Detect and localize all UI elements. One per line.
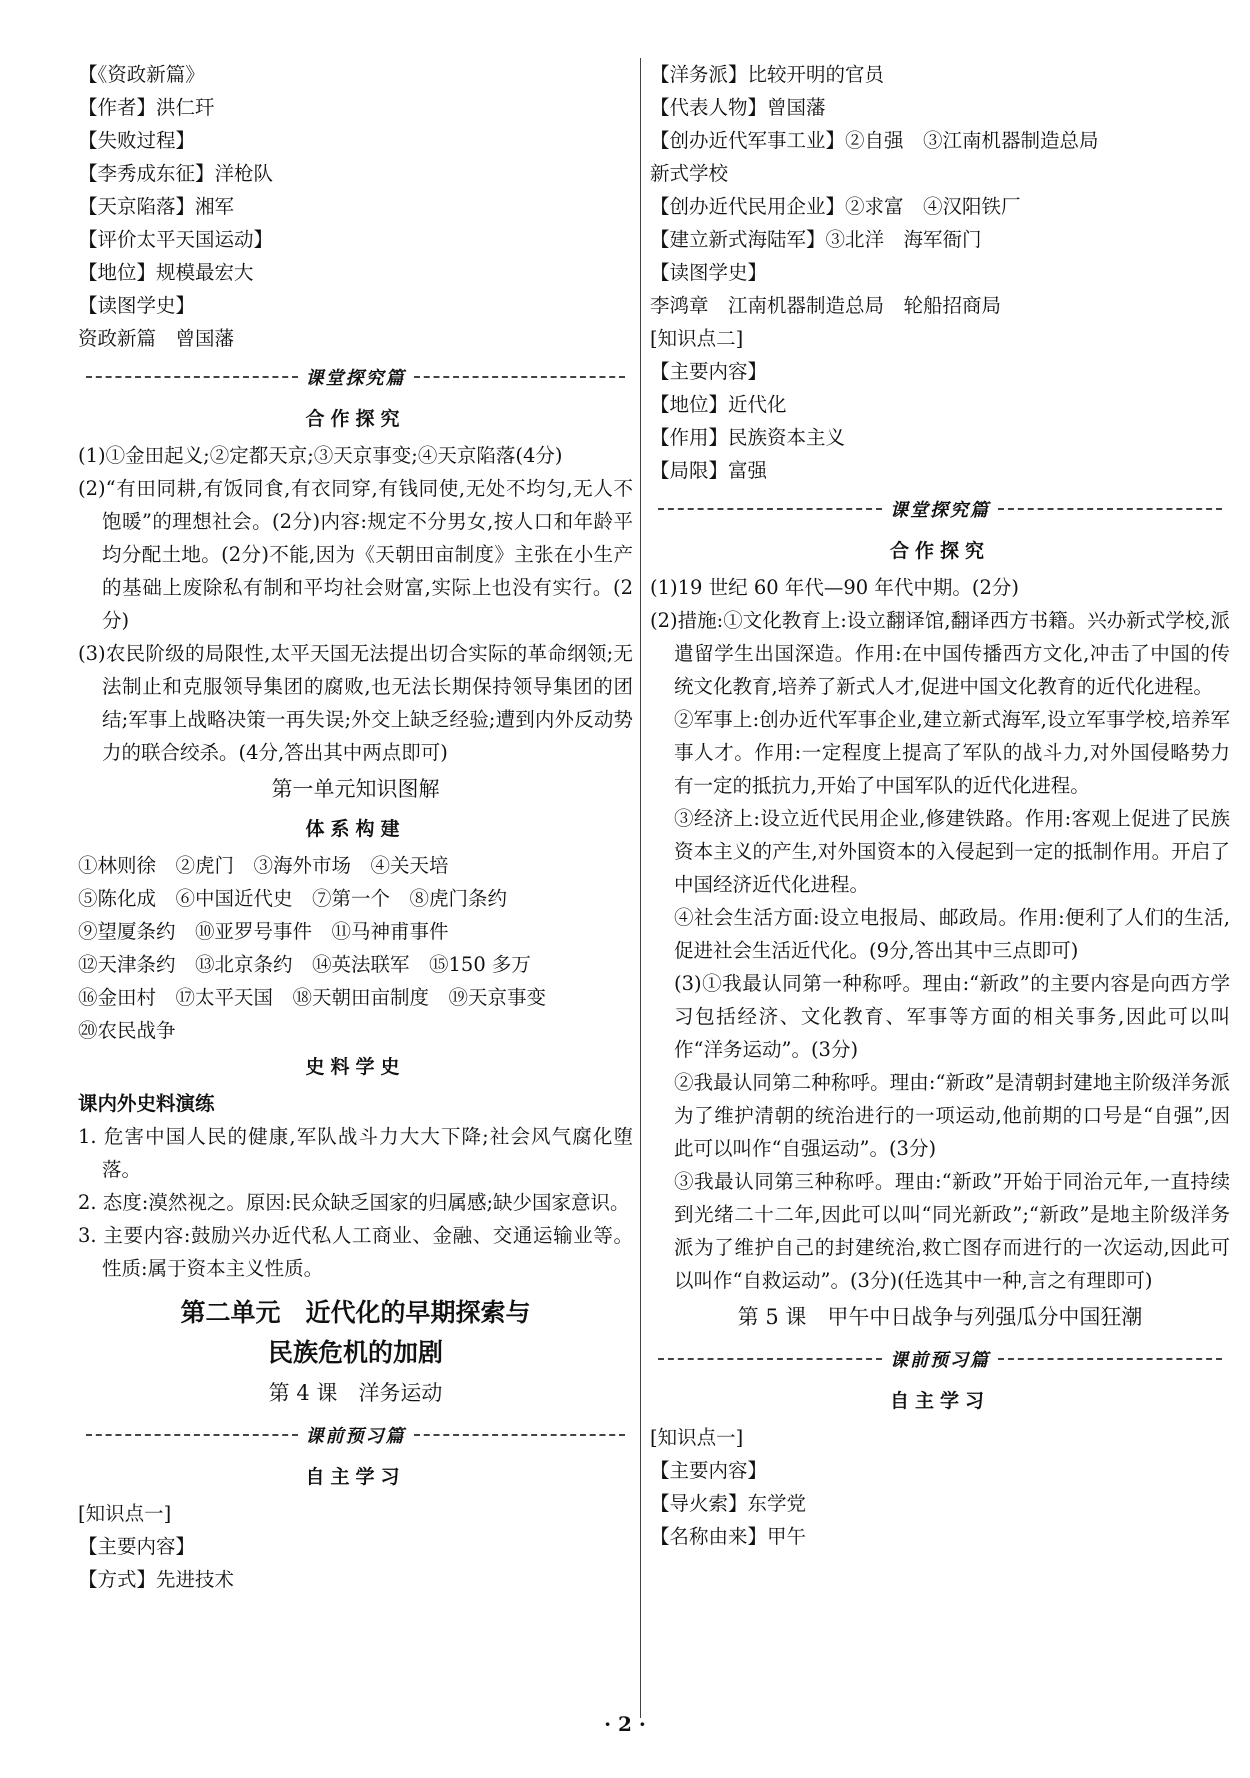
text-line: 【评价太平天国运动】 [78,228,274,251]
sub-heading: 体系构建 [305,818,406,840]
section-header-preview [78,1417,633,1453]
column-divider [640,58,641,1718]
section-header-classroom [78,359,633,395]
answer-paragraph: ③经济上:设立近代民用企业,修建铁路。作用:客观上促进了民族资本主义的产生,对外国资本的入侵起到一定的抵制作用。开启了中国经济近代化进程。 [674,807,1230,896]
section-header-classroom [650,491,1230,527]
dashed-rule [998,1358,1222,1360]
text-line: 【主要内容】 [650,360,768,383]
list-item: ⑯金田村 ⑰太平天国 ⑱天朝田亩制度 ⑲天京事变 [78,986,547,1009]
text-line: 【主要内容】 [78,1535,196,1558]
text-line: 【创办近代军事工业】②自强 ③江南机器制造总局 [650,129,1099,152]
right-top-lines [650,58,1230,487]
system-list [78,849,633,1047]
text-line: 【天京陷落】湘军 [78,195,235,218]
lesson-title: 第 5 课 甲午中日战争与列强瓜分中国狂潮 [737,1305,1143,1329]
section-label: 课前预习篇 [305,1426,406,1447]
answer-paragraph: (1)19 世纪 60 年代—90 年代中期。(2分) [650,576,1019,599]
list-item: ⑨望厦条约 ⑩亚罗号事件 ⑪马神甫事件 [78,920,449,943]
text-line: 【创办近代民用企业】②求富 ④汉阳铁厂 [650,195,1021,218]
text-line: 【读图学史】 [78,294,196,317]
list-item: ⑫天津条约 ⑬北京条约 ⑭英法联军 ⑮150 多万 [78,953,531,976]
text-line: 【作者】洪仁玕 [78,96,215,119]
unit-title-line-1: 第二单元 近代化的早期探索与 [180,1298,531,1327]
text-line: 【《资政新篇》 [78,63,205,86]
answer-paragraph: (2)“有田同耕,有饭同食,有衣同穿,有钱同使,无处不均匀,无人不饱暖”的理想社会。(2分)内容:规定不分男女,按人口和年龄平均分配土地。(2分)不能,因为《天朝田亩制度》主张在小生产的基础上废除私有制和平均社会财富,实际上也没有实行。(2分) [78,477,633,632]
text-line: 【地位】近代化 [650,393,787,416]
answer-paragraph: (2)措施:①文化教育上:设立翻译馆,翻译西方书籍。兴办新式学校,派遣留学生出国深造。作用:在中国传播西方文化,冲击了中国的传统文化教育,培养了新式人才,促进中国文化教育的近代化进程。 [650,609,1230,698]
dashed-rule [658,1358,882,1360]
text-line: 【主要内容】 [650,1459,768,1482]
sub-heading: 自主学习 [305,1466,406,1488]
right-column [650,58,1230,1553]
text-line: 【名称由来】甲午 [650,1525,807,1548]
sub-heading: 合作探究 [889,540,990,562]
page-number: · 2 · [604,1712,646,1736]
text-line: 【地位】规模最宏大 [78,261,254,284]
list-item: ①林则徐 ②虎门 ③海外市场 ④关天培 [78,854,449,877]
section-label: 课堂探究篇 [890,500,990,521]
answer-paragraph: 1. 危害中国人民的健康,军队战斗力大大下降;社会风气腐化堕落。 [78,1125,633,1181]
unit-title-line-2: 民族危机的加剧 [267,1338,443,1367]
text-line: 【代表人物】曾国藩 [650,96,826,119]
answer-paragraph: ②军事上:创办近代军事企业,建立新式海军,设立军事学校,培养军事人才。作用:一定程度上提高了军队的战斗力,对外国侵略势力有一定的抵抗力,开始了中国军队的近代化进程。 [674,708,1230,797]
section-header-preview [650,1341,1230,1377]
text-line: 【李秀成东征】洋枪队 [78,162,274,185]
text-line: 资政新篇 曾国藩 [78,327,235,350]
section-label: 课前预习篇 [890,1350,990,1371]
left-top-lines [78,58,633,355]
dashed-rule [658,508,882,510]
dashed-rule [998,508,1222,510]
left-column [78,58,633,1596]
answer-paragraph: 2. 态度:漠然视之。原因:民众缺乏国家的归属感;缺少国家意识。 [78,1191,630,1214]
drill-title: 课内外史料演练 [78,1092,215,1115]
text-line: [知识点一] [78,1502,172,1525]
text-line: 【读图学史】 [650,261,768,284]
text-line: 【导火索】东学党 [650,1492,807,1515]
dashed-rule [86,1434,298,1436]
answer-paragraph: ②我最认同第二种称呼。理由:“新政”是清朝封建地主阶级洋务派为了维护清朝的统治进行的一项运动,他前期的口号是“自强”,因此可以叫作“自强运动”。(3分) [674,1071,1230,1160]
sub-heading: 自主学习 [889,1390,990,1412]
answer-paragraph: (1)①金田起义;②定都天京;③天京事变;④天京陷落(4分) [78,444,563,467]
text-line: 新式学校 [650,162,729,185]
sub-heading: 史料学史 [305,1056,406,1078]
answer-paragraph: ③我最认同第三种称呼。理由:“新政”开始于同治元年,一直持续到光绪二十二年,因此可以叫“同光新政”;“新政”是地主阶级洋务派为了维护自己的封建统治,救亡图存而进行的一次运动,因此可以叫作“自救运动”。(3分)(任选其中一种,言之有理即可) [674,1170,1230,1292]
section-label: 课堂探究篇 [305,368,406,389]
answer-paragraph: (3)①我最认同第一种称呼。理由:“新政”的主要内容是向西方学习包括经济、文化教育、军事等方面的相关事务,因此可以叫作“洋务运动”。(3分) [674,972,1230,1061]
text-line: 【作用】民族资本主义 [650,426,846,449]
text-line: 【洋务派】比较开明的官员 [650,63,885,86]
answer-paragraph: 3. 主要内容:鼓励兴办近代私人工商业、金融、交通运输业等。性质:属于资本主义性质。 [78,1224,633,1280]
sub-heading: 合作探究 [305,408,406,430]
text-line: 【失败过程】 [78,129,196,152]
text-line: 【局限】富强 [650,459,768,482]
answer-paragraph: ④社会生活方面:设立电报局、邮政局。作用:便利了人们的生活,促进社会生活近代化。(9分,答出其中三点即可) [674,906,1230,962]
text-line: 李鸿章 江南机器制造总局 轮船招商局 [650,294,1002,317]
dashed-rule [414,1434,626,1436]
answer-paragraph: (3)农民阶级的局限性,太平天国无法提出切合实际的革命纲领;无法制止和克服领导集团的腐败,也无法长期保持领导集团的团结;军事上战略决策一再失误;外交上缺乏经验;遭到内外反动势力的联合绞杀。(4分,答出其中两点即可) [78,642,633,764]
unit-summary-title: 第一单元知识图解 [271,777,440,801]
dashed-rule [86,376,298,378]
text-line: 【方式】先进技术 [78,1568,235,1591]
text-line: [知识点一] [650,1426,744,1449]
text-line: [知识点二] [650,327,744,350]
list-item: ⑤陈化成 ⑥中国近代史 ⑦第一个 ⑧虎门条约 [78,887,508,910]
text-line: 【建立新式海陆军】③北洋 海军衙门 [650,228,982,251]
list-item: ⑳农民战争 [78,1019,176,1042]
lesson-title: 第 4 课 洋务运动 [268,1381,443,1405]
dashed-rule [414,376,626,378]
